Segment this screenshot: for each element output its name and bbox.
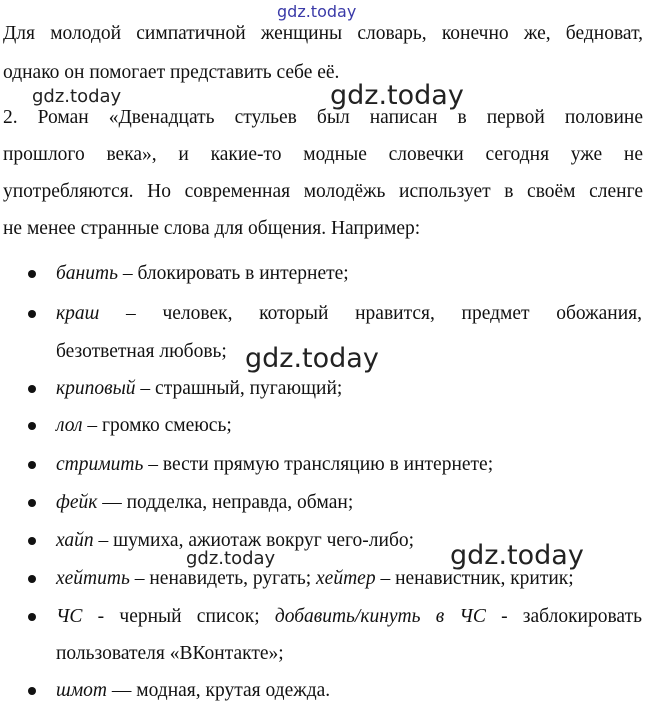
term: стримить (56, 454, 144, 475)
watermark: gdz.today (277, 2, 357, 21)
definition: - заблокировать (485, 606, 642, 627)
bullet-icon (28, 385, 36, 393)
term: хейтить (56, 568, 130, 589)
definition: - черный список; (82, 606, 275, 627)
bullet-icon (28, 461, 36, 469)
bullet-icon (28, 310, 36, 318)
watermark: gdz.today (330, 80, 464, 111)
list-item-continuation: безответная любовь; (56, 341, 227, 362)
definition: – ненавистник, критик; (375, 568, 574, 589)
watermark: gdz.today (245, 343, 379, 374)
term: фейк (56, 492, 98, 513)
list-item (30, 679, 642, 703)
term: ЧС (56, 606, 83, 627)
definition: – вести прямую трансляцию в интернете; (143, 454, 494, 475)
term: добавить/кинуть в ЧС (274, 606, 486, 627)
definition: – ненавидеть, ругать; (129, 568, 317, 589)
bullet-icon (28, 613, 36, 621)
term: банить (56, 263, 118, 284)
definition: — подделка, неправда, обман; (97, 492, 354, 513)
text-line: Для молодой симпатичной женщины словарь, конечно же, бедноват, (3, 23, 643, 44)
text-line: однако он помогает представить себе её. (3, 62, 340, 83)
list-item (30, 567, 642, 591)
term: шмот (56, 680, 107, 701)
list-item (30, 529, 642, 553)
bullet-icon (28, 687, 36, 695)
text-line: употребляются. Но современная молодёжь использует в своём сленге (3, 181, 643, 202)
list-item (30, 453, 642, 477)
definition: – шумиха, ажиотаж вокруг чего-либо; (93, 530, 415, 551)
list-item (30, 302, 642, 326)
bullet-icon (28, 537, 36, 545)
term: лол (56, 415, 83, 436)
list-item (30, 491, 642, 515)
definition: – страшный, пугающий; (135, 378, 343, 399)
text-line: прошлого века», и какие-то модные словечки сегодня уже не (3, 144, 643, 165)
term: криповый (56, 378, 136, 399)
list-item (30, 605, 642, 629)
bullet-icon (28, 270, 36, 278)
definition: — модная, крутая одежда. (107, 680, 331, 701)
list-item (30, 414, 642, 438)
bullet-icon (28, 575, 36, 583)
list-item-continuation: пользователя «ВКонтакте»; (56, 643, 284, 664)
definition: – блокировать в интернете; (117, 263, 349, 284)
text-line: не менее странные слова для общения. Например: (3, 218, 421, 239)
watermark: gdz.today (186, 548, 276, 569)
bullet-icon (28, 499, 36, 507)
bullet-icon (28, 422, 36, 430)
list-item (30, 262, 642, 286)
watermark: gdz.today (32, 86, 122, 107)
text-line: 2. Роман «Двенадцать стульев был написан в первой половине (3, 107, 643, 128)
term: хейтер (316, 568, 376, 589)
definition: – громко смеюсь; (82, 415, 232, 436)
list-item (30, 377, 642, 401)
term: хайп (56, 530, 94, 551)
definition: – человек, который нравится, предмет обожания, (99, 303, 642, 324)
term: краш (56, 303, 100, 324)
watermark: gdz.today (450, 540, 584, 571)
